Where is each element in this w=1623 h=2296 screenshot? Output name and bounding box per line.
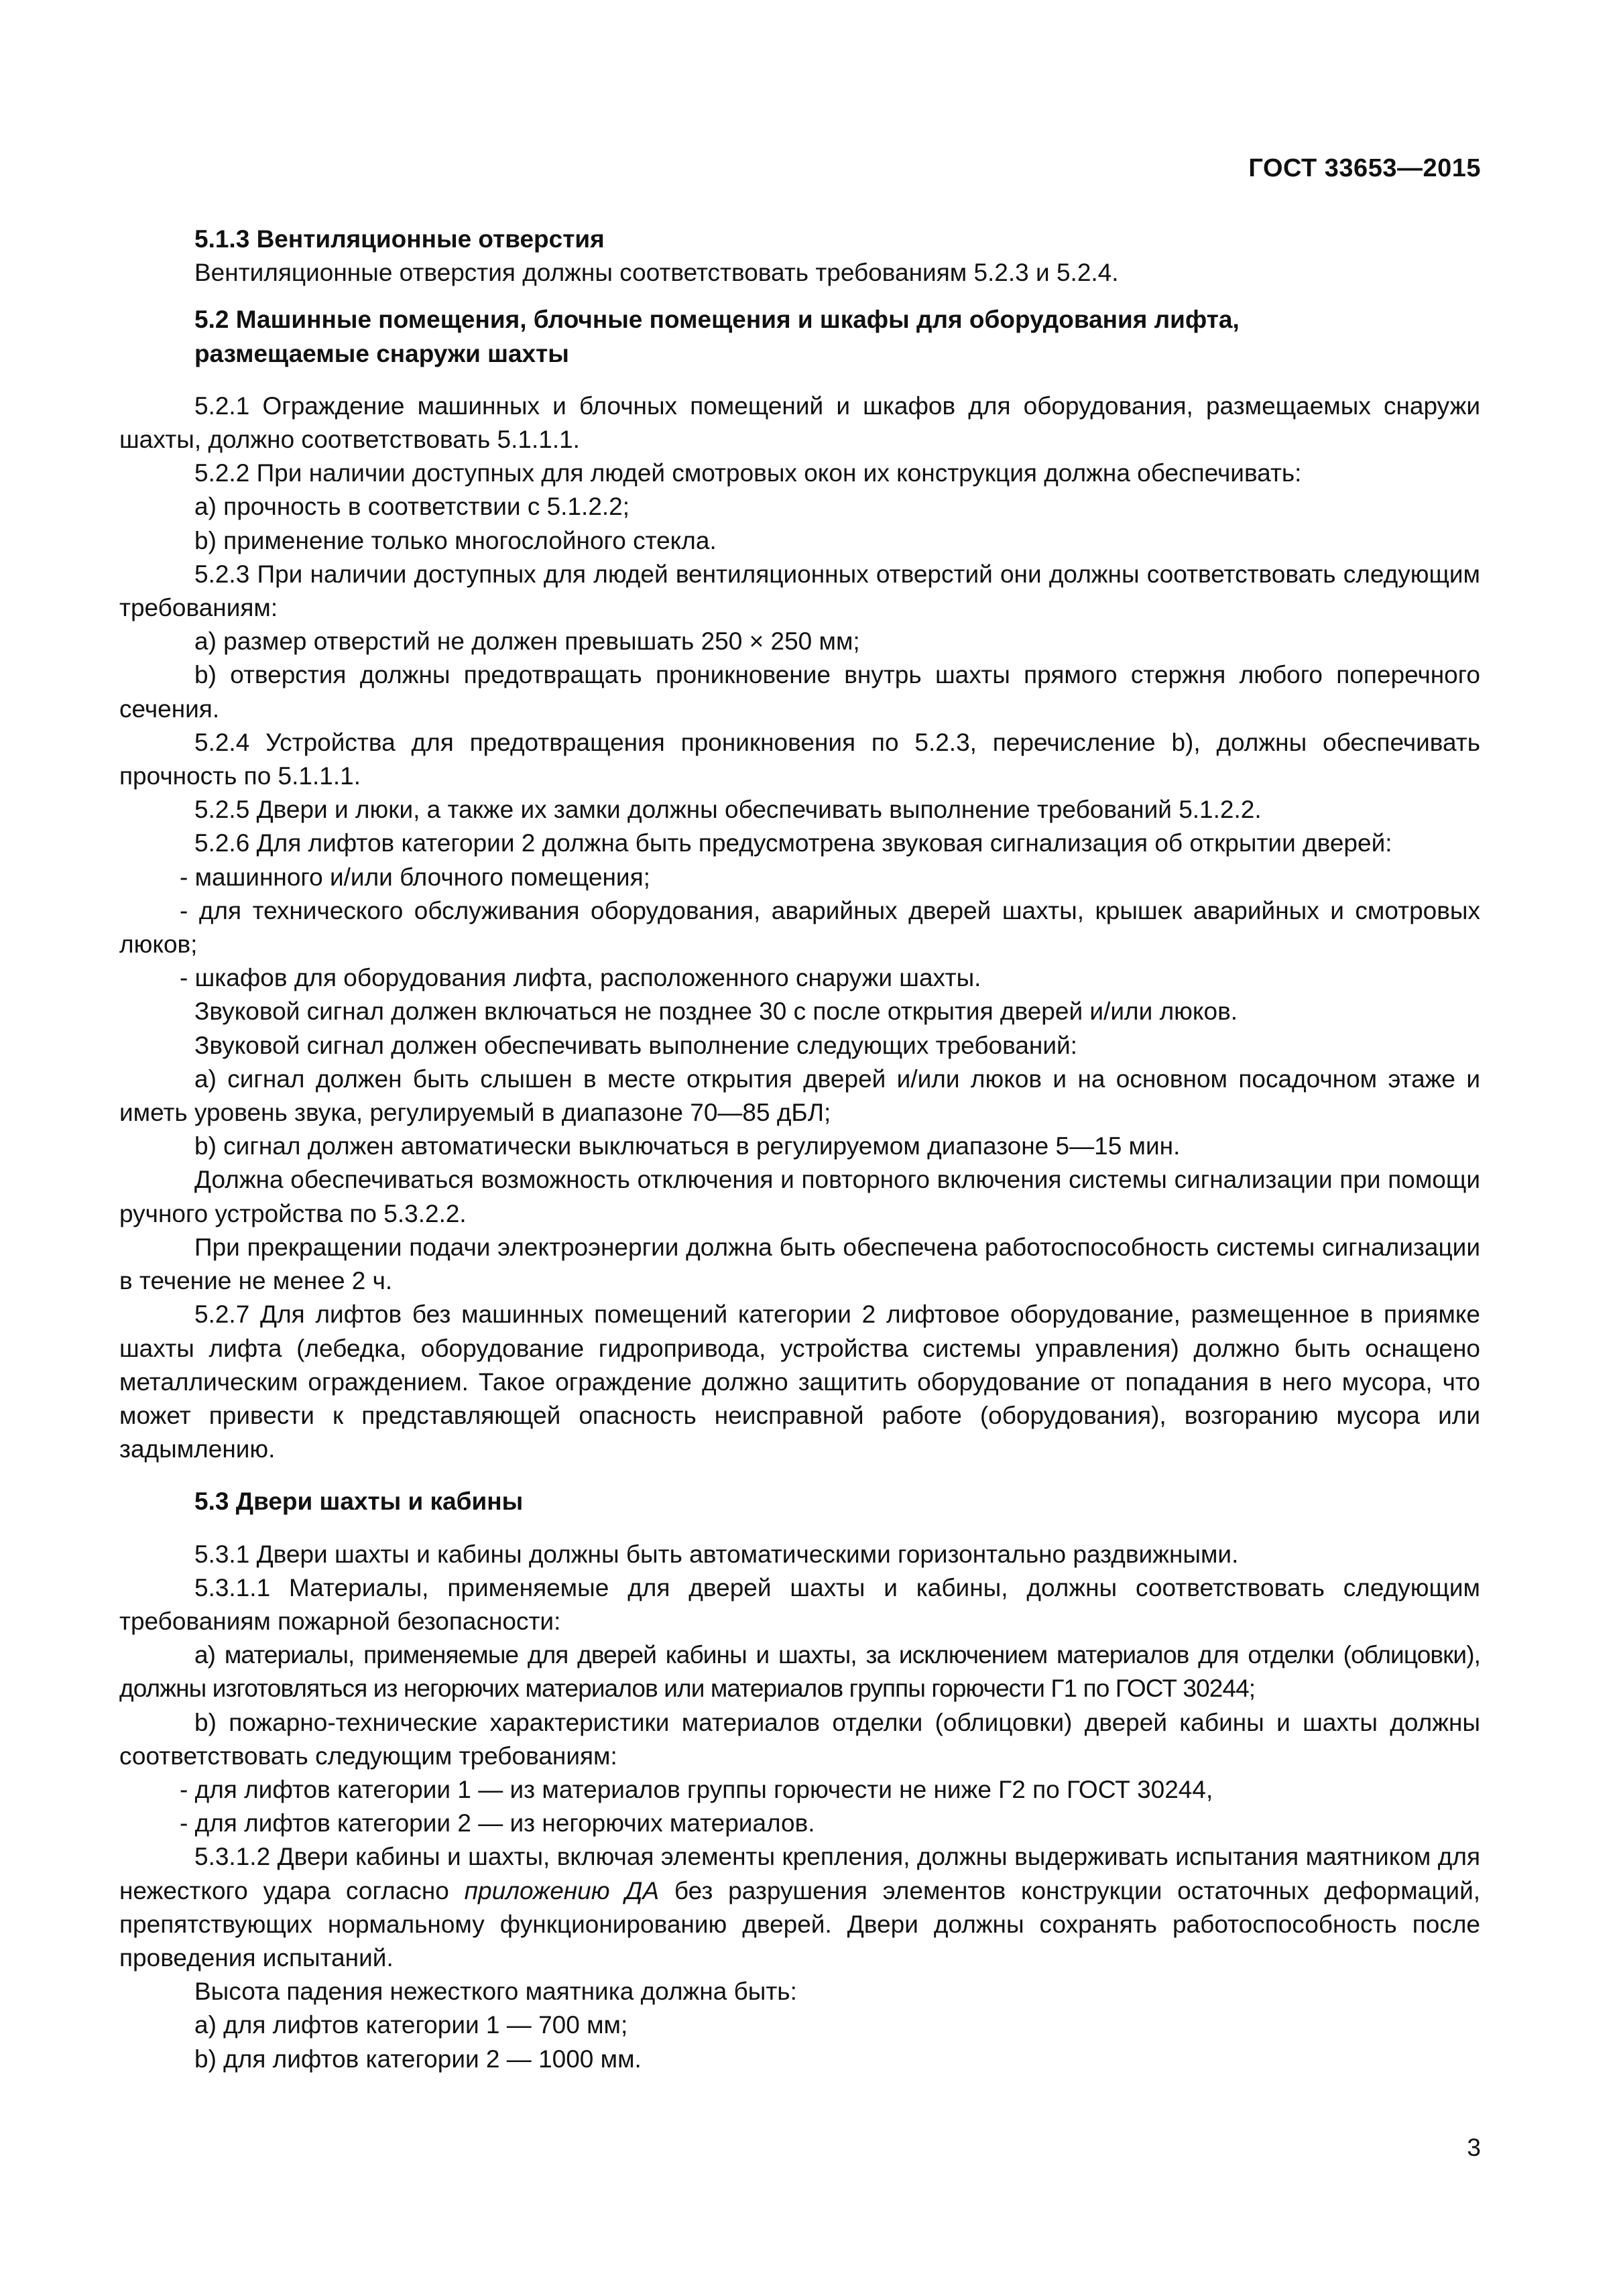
dash-item-maintenance-doors: - для технического обслуживания оборудования, аварийных дверей шахты, крышек аварийных и смотровых люков; [119, 896, 1480, 959]
paragraph-signal-switching: Должна обеспечиваться возможность отключения и повторного включения системы сигнализации при помощи ручного устройства по 5.3.2.2. [119, 1166, 1480, 1227]
paragraph-5-3-1-1: 5.3.1.1 Материалы, применяемые для дверей шахты и кабины, должны соответствовать следующим требованиям пожарной безопасности: [119, 1573, 1480, 1635]
page-number: 3 [1467, 2134, 1481, 2161]
section-title-5-3: 5.3 Двери шахты и кабины [194, 1488, 524, 1516]
list-item-5-3-1-1-a: а) материалы, применяемые для дверей кабины и шахты, за исключением материалов для отделки (облицовки), должны изготовляться из негорючих материалов или материалов группы горючести Г1 по ГОСТ 30244; [119, 1641, 1480, 1703]
page-body [119, 223, 1480, 2076]
paragraph-5-3-1-2 [119, 1840, 1480, 1975]
paragraph-signal-requirements: Звуковой сигнал должен обеспечивать выполнение следующих требований: [194, 1031, 1077, 1059]
paragraph-5-2-7: 5.2.7 Для лифтов без машинных помещений категории 2 лифтовое оборудование, размещенное в приямке шахты лифта (лебедка, оборудование гидропривода, устройства системы управления) должно быть оснащено металлическим ограждением. Такое ограждение должно защитить оборудование от попадания в него мусора, что может привести к представляющей опасность неисправной работе (оборудования), возгоранию мусора или задымлению. [119, 1301, 1480, 1463]
paragraph-power-loss: При прекращении подачи электроэнергии должна быть обеспечена работоспособность системы сигнализации в течение не менее 2 ч. [119, 1233, 1480, 1295]
list-item-5-3-1-1-b: b) пожарно-технические характеристики материалов отделки (облицовки) дверей кабины и шахты должны соответствовать следующим требованиям: [119, 1708, 1480, 1770]
paragraph-pendulum-height: Высота падения нежесткого маятника должна быть: [194, 1978, 797, 2006]
annex-reference: приложению ДА [464, 1876, 660, 1905]
list-item-5-3-1-2-b: b) для лифтов категории 2 — 1000 мм. [194, 2045, 642, 2073]
list-item-5-2-6-a: а) сигнал должен быть слышен в месте открытия дверей и/или люков и на основном посадочном этаже и иметь уровень звука, регулируемый в диапазоне 70—85 дБЛ; [119, 1065, 1480, 1127]
dash-item-category-2: - для лифтов категории 2 — из негорючих материалов. [180, 1809, 815, 1837]
paragraph-5-2-4: 5.2.4 Устройства для предотвращения проникновения по 5.2.3, перечисление b), должны обеспечивать прочность по 5.1.1.1. [119, 728, 1480, 790]
section-title-5-2-line-1: 5.2 Машинные помещения, блочные помещения и шкафы для оборудования лифта, [194, 306, 1240, 334]
list-item-5-2-2-a: а) прочность в соответствии с 5.1.2.2; [194, 493, 630, 521]
section-title-5-2-line-2: размещаемые снаружи шахты [194, 339, 569, 367]
dash-item-machine-room: - машинного и/или блочного помещения; [180, 863, 650, 891]
paragraph-5-3-1: 5.3.1 Двери шахты и кабины должны быть автоматическими горизонтально раздвижными. [194, 1540, 1239, 1568]
dash-item-category-1: - для лифтов категории 1 — из материалов группы горючести не ниже Г2 по ГОСТ 30244, [180, 1775, 1213, 1803]
paragraph-5-3-1-2-end: без разрушения элементов конструкции остаточных деформаций, препятствующих нормальному функционированию дверей. Двери должны сохранять работоспособность после проведения испытаний. [119, 1876, 1481, 1972]
paragraph-5-3-1-2-start: 5.3.1.2 Двери кабины и шахты, включая элементы крепления, должны выдерживать испытания маятником для нежесткого удара согласно [119, 1843, 1480, 1905]
list-item-5-2-6-b: b) сигнал должен автоматически выключаться в регулируемом диапазоне 5—15 мин. [194, 1132, 1181, 1160]
section-title-5-1-3: 5.1.3 Вентиляционные отверстия [194, 225, 605, 253]
paragraph-5-2-2: 5.2.2 При наличии доступных для людей смотровых окон их конструкция должна обеспечивать: [194, 459, 1302, 487]
paragraph-5-2-5: 5.2.5 Двери и люки, а также их замки должны обеспечивать выполнение требований 5.1.2.2. [194, 796, 1262, 824]
paragraph-signal-timing: Звуковой сигнал должен включаться не позднее 30 с после открытия дверей и/или люков. [194, 998, 1238, 1026]
document-code: ГОСТ 33653—2015 [1248, 154, 1481, 182]
list-item-5-2-2-b: b) применение только многослойного стекла. [194, 526, 717, 554]
list-item-5-2-3-a: а) размер отверстий не должен превышать 250 × 250 мм; [194, 627, 860, 656]
paragraph-5-2-1: 5.2.1 Ограждение машинных и блочных помещений и шкафов для оборудования, размещаемых снаружи шахты, должно соответствовать 5.1.1.1. [119, 391, 1480, 454]
list-item-5-3-1-2-a: а) для лифтов категории 1 — 700 мм; [194, 2011, 628, 2039]
paragraph-5-2-3: 5.2.3 При наличии доступных для людей вентиляционных отверстий они должны соответствовать следующим требованиям: [119, 560, 1480, 622]
paragraph-5-2-6: 5.2.6 Для лифтов категории 2 должна быть предусмотрена звуковая сигнализация об открытии дверей: [194, 829, 1392, 857]
paragraph-5-1-3: Вентиляционные отверстия должны соответствовать требованиям 5.2.3 и 5.2.4. [194, 259, 1119, 287]
dash-item-cabinets: - шкафов для оборудования лифта, расположенного снаружи шахты. [180, 964, 981, 992]
list-item-5-2-3-b: b) отверстия должны предотвращать проникновение внутрь шахты прямого стержня любого поперечного сечения. [119, 661, 1480, 723]
